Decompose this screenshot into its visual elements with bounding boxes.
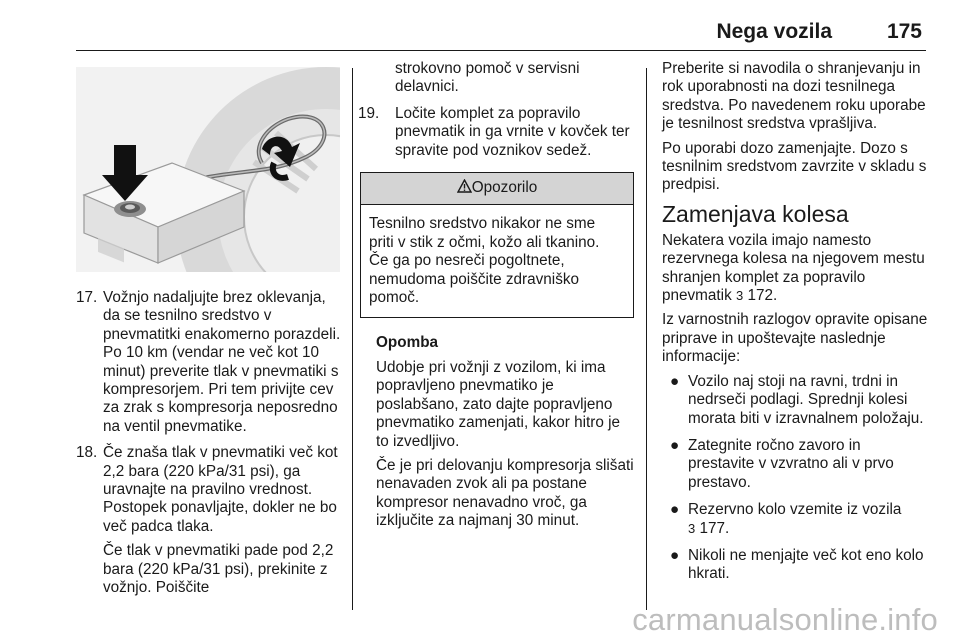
section-title: Zamenjava kolesa [662,200,849,227]
page-ref-icon: 3 [688,520,696,536]
bullet-item [662,501,930,538]
running-header-title: Nega vozila [716,20,832,43]
page-ref[interactable]: 177. [699,519,730,537]
bullet-item [662,437,930,492]
step-continuation: strokovno pomoč v servisni delavnici. [395,60,580,96]
bullet-text: Vozilo naj stoji na ravni, trdni in nedrseči podlagi. Sprednji kolesi morata biti v izravnalnem položaju. [688,372,924,427]
bullet-text: Zategnite ročno zavoro in prestavite v vzvratno ali v prvo prestavo. [688,436,894,491]
paragraph: Iz varnostnih razlogov opravite opisane priprave in upoštevajte naslednje informacije: [662,311,928,366]
page-ref[interactable]: 172. [747,287,778,305]
note-title: Opomba [376,334,439,352]
bullet-item [662,373,930,428]
bullet-icon: ● [670,546,680,564]
step-text: Če znaša tlak v pnevmatiki več kot 2,2 bara (220 kPa/31 psi), ga uravnajte na pravilno vrednost. Postopek ponavljajte, dokler ne bo več padca tlaka. [103,444,338,535]
step-number: 17. [76,289,98,306]
note-text: Udobje pri vožnji z vozilom, ki ima popravljeno pnevmatiko je poslabšano, zato dajte popravljeno pnevmatiko zamenjati, kakor hitro je to izvedljivo. [376,358,621,450]
column-right [662,60,930,593]
bullet-icon: ● [670,501,680,519]
bullet-text: Nikoli ne menjajte več kot eno kolo hkrati. [688,546,924,583]
bullet-icon: ● [670,372,680,390]
step-17 [76,289,342,436]
step-18 [76,444,342,597]
tire-repair-kit-illustration [76,67,340,272]
column-divider-left [352,68,353,610]
warning-header [361,173,633,205]
warning-box [360,172,634,318]
paragraph-text: Nekatera vozila imajo namesto rezervnega kolesa na njegovem mestu shranjen komplet za popravilo pnevmatik [662,231,925,305]
compressor-illustration [76,67,340,272]
warning-triangle-icon [457,179,472,193]
page-number: 175 [886,20,922,43]
step-text: Vožnjo nadaljujte brez oklevanja, da se tesnilno sredstvo v pnevmatitki enakomerno porazdeli. Po 10 km (vendar ne več kot 10 minut) preverite tlak v pnevmatiki s kompresorjem. Pri tem privijte cev za zrak s kompresorja neposredno na ventil pnevmatike. [103,289,341,435]
warning-text: Tesnilno sredstvo nikakor ne sme priti v stik z očmi, kožo ali tkanino. Če ga po nesreči pogoltnete, nemudoma poiščite zdravniško pomoč. [369,215,600,307]
note-text: Če je pri delovanju kompresorja slišati nenavaden zvok ali pa postane kompresor nenavadno vroč, ga izključite za najmanj 30 minut. [376,456,634,530]
step-text: Če tlak v pnevmatiki pade pod 2,2 bara (220 kPa/31 psi), prekinite z vožnjo. Poiščite [103,542,334,597]
column-divider-right [646,68,647,610]
step-19 [358,105,634,160]
header-rule [76,50,926,51]
step-text: Ločite komplet za popravilo pnevmatik in ga vrnite v kovček ter spravite pod voznikov sedež. [395,104,630,159]
watermark: carmanualsonline.info [632,602,938,637]
bullet-icon: ● [670,436,680,454]
paragraph [662,232,930,306]
note-block [358,334,634,530]
column-left [76,289,342,606]
column-middle [358,60,634,531]
page-ref-icon: 3 [735,288,744,304]
paragraph: Preberite si navodila o shranjevanju in rok uporabnosti na dozi tesnilnega sredstva. Po navedenem roku uporabe je tesnilnost sredstva vprašljiva. [662,60,926,133]
bullet-text: Rezervno kolo vzemite iz vozila [688,501,902,519]
step-number: 19. [358,104,380,122]
step-number: 18. [76,444,98,462]
paragraph: Po uporabi dozo zamenjajte. Dozo s tesnilnim sredstvom zavrzite v skladu s predpisi. [662,139,927,194]
warning-title: Opozorilo [471,179,538,197]
bullet-item [662,547,930,584]
